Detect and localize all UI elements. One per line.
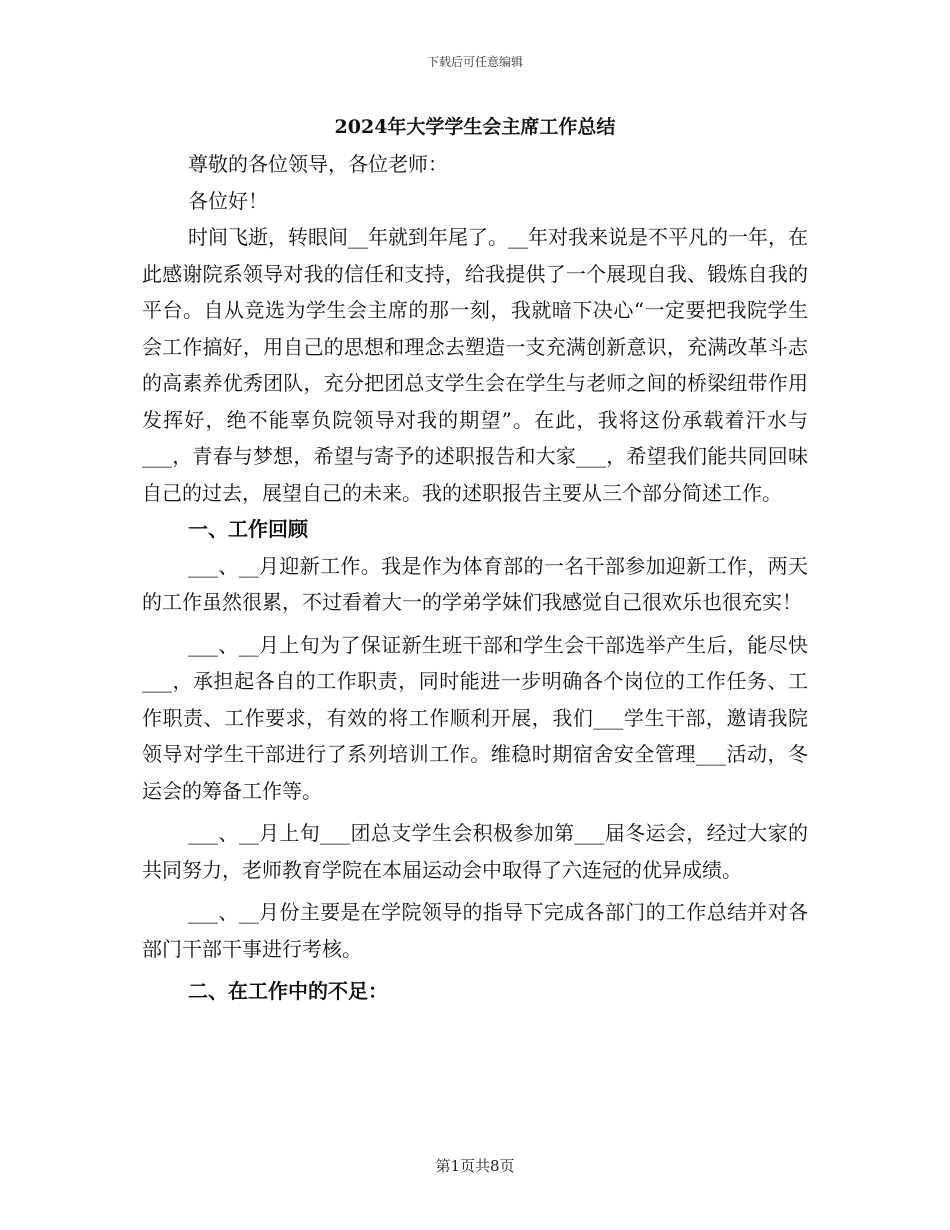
greeting: 各位好！ xyxy=(188,188,268,213)
salutation: 尊敬的各位领导，各位老师： xyxy=(188,152,448,176)
review-paragraph-1: ___、__月迎新工作。我是作为体育部的一名干部参加迎新工作，两天的工作虽然很累，不过看着大一的学弟学妹们我感觉自己很欢乐也很充实！ xyxy=(142,553,808,614)
page-footer: 第1页共8页 xyxy=(435,1157,515,1175)
section-heading-review: 一、工作回顾 xyxy=(188,517,308,541)
review-paragraph-3: ___、__月上旬___团总支学生会积极参加第___届冬运会，经过大家的共同努力，老师教育学院在本届运动会中取得了六连冠的优异成绩。 xyxy=(142,821,808,882)
page-header: 下载后可任意编辑 xyxy=(426,55,523,69)
review-paragraph-2: ___、__月上旬为了保证新生班干部和学生会干部选举产生后，能尽快___，承担起各自的工作职责，同时能进一步明确各个岗位的工作任务、工作职责、工作要求，有效的将工作顺利开展，我们___学生干部，邀请我院领导对学生干部进行了系列培训工作。维稳时期宿舍安全管理___活动，冬运会的筹备工作等。 xyxy=(142,632,808,803)
document-title: 2024年大学学生会主席工作总结 xyxy=(334,116,616,138)
section-heading-shortcomings: 二、在工作中的不足： xyxy=(188,979,388,1003)
review-paragraph-4: ___、__月份主要是在学院领导的指导下完成各部门的工作总结并对各部门干部干事进行考核。 xyxy=(142,900,808,961)
intro-paragraph: 时间飞逝，转眼间__年就到年尾了。__年对我来说是不平凡的一年，在此感谢院系领导对我的信任和支持，给我提供了一个展现自我、锻炼自我的平台。自从竞选为学生会主席的那一刻，我就暗下决心“一定要把我院学生会工作搞好，用自己的思想和理念去塑造一支充满创新意识，充满改革斗志的高素养优秀团队，充分把团总支学生会在学生与老师之间的桥梁纽带作用发挥好，绝不能辜负院领导对我的期望”。在此，我将这份承载着汗水与___，青春与梦想，希望与寄予的述职报告和大家___，希望我们能共同回味自己的过去，展望自己的未来。我的述职报告主要从三个部分简述工作。 xyxy=(142,225,808,505)
document-body xyxy=(142,108,808,1010)
